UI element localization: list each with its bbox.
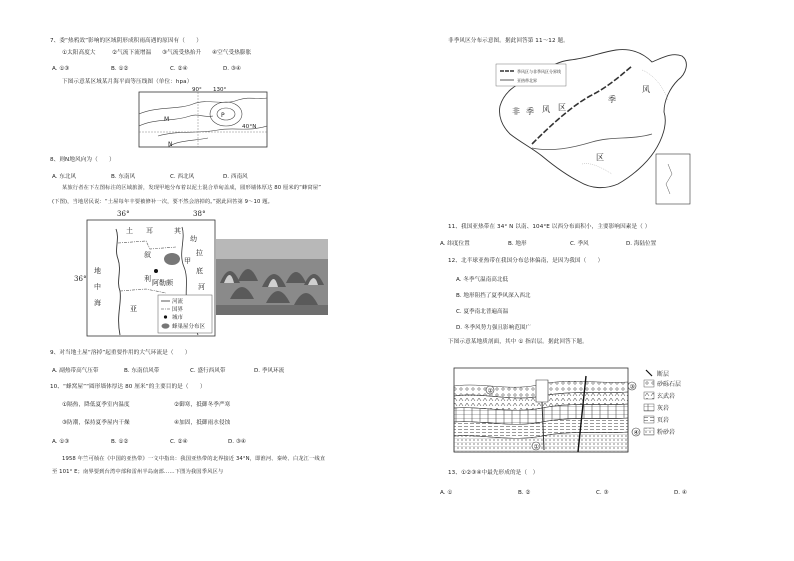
legend-shale: 页岩 <box>657 417 670 424</box>
legend-basalt: 玄武岩 <box>657 393 676 400</box>
legend-fault: 断层 <box>657 371 670 378</box>
q13-option-a[interactable]: A. ① <box>440 490 453 496</box>
passage-line-1: 某旅行者在下左图标注的区域旅游，发现甲地分布着以泥土混合草甸盖成，圆形墙体厚达 80 厘米的“蜂窝屋” <box>62 185 322 191</box>
q7-option-a[interactable]: A. ①③ <box>52 66 70 72</box>
q8-stem: 8、则N地风向为（ ） <box>50 157 115 163</box>
china-monsoon-map <box>492 44 694 208</box>
legend-river: 河流 <box>172 299 184 305</box>
q12-stem: 12、北半球亚热带在我国分布总体偏南，是因为我国（ ） <box>448 258 604 264</box>
beehive-house-photo <box>216 239 328 315</box>
map-char-xu: 叙 <box>144 251 151 259</box>
q10-option-d[interactable]: D. ③④ <box>228 439 246 445</box>
q10-item-1: ①隔热，降低夏季室内温度 <box>62 402 130 408</box>
map-char-qi: 其 <box>174 227 181 235</box>
map-char-la: 拉 <box>196 249 203 257</box>
legend-city: 城市 <box>172 315 184 321</box>
legend-gravel: 砂砾石层 <box>657 381 682 388</box>
map-city-aleppo: 阿勒颇 <box>152 279 173 287</box>
passage2-line-2: 至 101° E；南界要到台湾中部和雷州半岛南部……下图为我国季风区与 <box>52 469 224 475</box>
q13-option-b[interactable]: B. ② <box>518 490 531 496</box>
map-char-er: 耳 <box>146 227 153 235</box>
q13-option-d[interactable]: D. ④ <box>674 490 687 496</box>
section-intro: 下图示意某地质剖面，其中 ① 指岩层。据此回答下题。 <box>448 339 588 345</box>
map-char-jia: 甲 <box>184 257 191 265</box>
q8-option-d[interactable]: D. 西南风 <box>223 174 248 180</box>
label-n: N <box>168 141 173 148</box>
map-char-diriver: 底 <box>196 267 203 275</box>
map-char-tu: 土 <box>126 227 133 235</box>
q11-option-a[interactable]: A. 纬度位置 <box>440 241 470 247</box>
q10-option-b[interactable]: B. ①② <box>111 439 129 445</box>
q7-option-b[interactable]: B. ①② <box>111 66 129 72</box>
q10-stem: 10、“蜂窝屋”“圆形墙体厚达 80 厘米”的主要目的是（ ） <box>50 384 206 390</box>
china-map-label-4: 区 <box>558 103 566 112</box>
marker-3: ③ <box>629 383 635 391</box>
q7-stem: 7、娄“热鸦效”影响的区域阴形成积雨高遇的原因有（ ） <box>50 38 202 44</box>
q12-option-a[interactable]: A. 冬季气温南高北低 <box>456 277 509 283</box>
china-map-label-7: 区 <box>596 153 604 162</box>
q10-item-4: ④加固，抵御雨水侵蚀 <box>174 420 231 426</box>
lon-right-label: 130° <box>213 87 227 93</box>
turkey-map-lon1: 36° <box>117 210 130 218</box>
q13-option-c[interactable]: C. ③ <box>596 490 609 496</box>
q12-option-c[interactable]: C. 夏季南北普遍高温 <box>456 309 509 315</box>
china-map-label-2: 季 <box>526 107 534 116</box>
china-map-label-5: 季 <box>608 95 616 104</box>
q10-item-3: ③防潮，保持夏季屋内干燥 <box>62 420 130 426</box>
q8-option-a[interactable]: A. 东北风 <box>52 174 77 180</box>
marker-4: ④ <box>633 429 639 437</box>
q11-option-b[interactable]: B. 地形 <box>508 241 527 247</box>
q9-option-a[interactable]: A. 副热带高气压带 <box>52 368 99 374</box>
q8-option-c[interactable]: C. 西北风 <box>170 174 195 180</box>
legend-limestone: 灰岩 <box>657 405 670 412</box>
china-map-label-3: 风 <box>542 105 550 114</box>
china-map-label-6: 风 <box>642 85 650 94</box>
q10-option-a[interactable]: A. ①③ <box>52 439 70 445</box>
china-legend-subtropical: 亚热带北界 <box>517 78 537 83</box>
q7-item-3: ③气流受热抬升 <box>162 50 202 56</box>
turkey-map-lon2: 38° <box>193 210 206 218</box>
q9-option-d[interactable]: D. 季风环流 <box>254 368 285 374</box>
q10-option-c[interactable]: C. ②④ <box>170 439 188 445</box>
passage2-line-1: 1958 年竺可桢在《中国的亚热带》一文中指出：我国亚热带的北界接近 34°N，即淮河、秦岭、白龙江一线直 <box>62 456 326 462</box>
q11-stem: 11、我国亚热带在 34° N 以南、104°E 以西分布面积小，主要影响因素是（ ） <box>448 224 651 230</box>
lat-label: 40°N <box>242 124 257 130</box>
geologic-cross-section <box>452 362 684 454</box>
legend-border: 国界 <box>172 307 184 313</box>
map-char-you: 幼 <box>190 235 197 243</box>
q9-option-c[interactable]: C. 盛行西风带 <box>190 368 226 374</box>
label-m: M <box>164 116 170 123</box>
q7-item-1: ①太阳高度大 <box>62 50 96 56</box>
q7-option-c[interactable]: C. ②④ <box>170 66 188 72</box>
map-char-li: 利 <box>144 275 151 283</box>
map-char-hai: 海 <box>94 299 101 307</box>
turkey-map-lat: 36° <box>74 275 87 283</box>
q11-option-c[interactable]: C. 季风 <box>570 241 589 247</box>
legend-beehive: 蜂巢屋分布区 <box>172 324 206 330</box>
lon-left-label: 90° <box>192 87 202 93</box>
q9-option-b[interactable]: B. 东南信风带 <box>124 368 160 374</box>
china-map-intro: 非季风区分布示意图。据此回答第 11～12 题。 <box>448 38 569 44</box>
map-char-zhong: 中 <box>94 283 101 291</box>
q13-stem: 13、①②③④中最先形成的是（ ） <box>448 470 539 476</box>
q7-option-d[interactable]: D. ③④ <box>223 66 241 72</box>
china-legend-monsoon-boundary: 季风区与非季风区分界线 <box>517 69 561 74</box>
map-char-ya: 亚 <box>130 305 137 313</box>
legend-siltstone: 粉砂岩 <box>657 429 676 436</box>
q7-item-2: ②气流下流增温 <box>112 50 152 56</box>
marker-1: ① <box>533 443 539 451</box>
map-char-di: 地 <box>94 267 101 275</box>
q9-stem: 9、对当地土屋“溶掉”起重要作用的大气环流是（ ） <box>50 350 191 356</box>
passage-line-2: (下图)，当地居民说：“土屋每年丰要被修补一次，要不然会溶掉的。”据此回答第 9～10 题。 <box>52 199 274 205</box>
q12-option-d[interactable]: D. 冬季风势力强且影响范围广 <box>456 325 531 331</box>
q10-item-2: ②御寒，抵御冬季严寒 <box>174 402 231 408</box>
pressure-map-caption: 下图示意某区域某月海平面等压线图（单位：hpa） <box>62 79 193 85</box>
marker-2: ② <box>487 387 493 395</box>
q11-option-d[interactable]: D. 海陆位置 <box>626 241 657 247</box>
pressure-map <box>138 86 268 148</box>
q7-item-4: ④空气受热膨胀 <box>212 50 252 56</box>
label-p: P <box>221 112 225 119</box>
map-char-he: 河 <box>198 283 205 291</box>
turkey-map <box>86 219 216 337</box>
q8-option-b[interactable]: B. 东南风 <box>111 174 136 180</box>
china-map-label-1: 非 <box>512 107 520 116</box>
q12-option-b[interactable]: B. 地形阻挡了夏季风深入西北 <box>456 293 531 299</box>
